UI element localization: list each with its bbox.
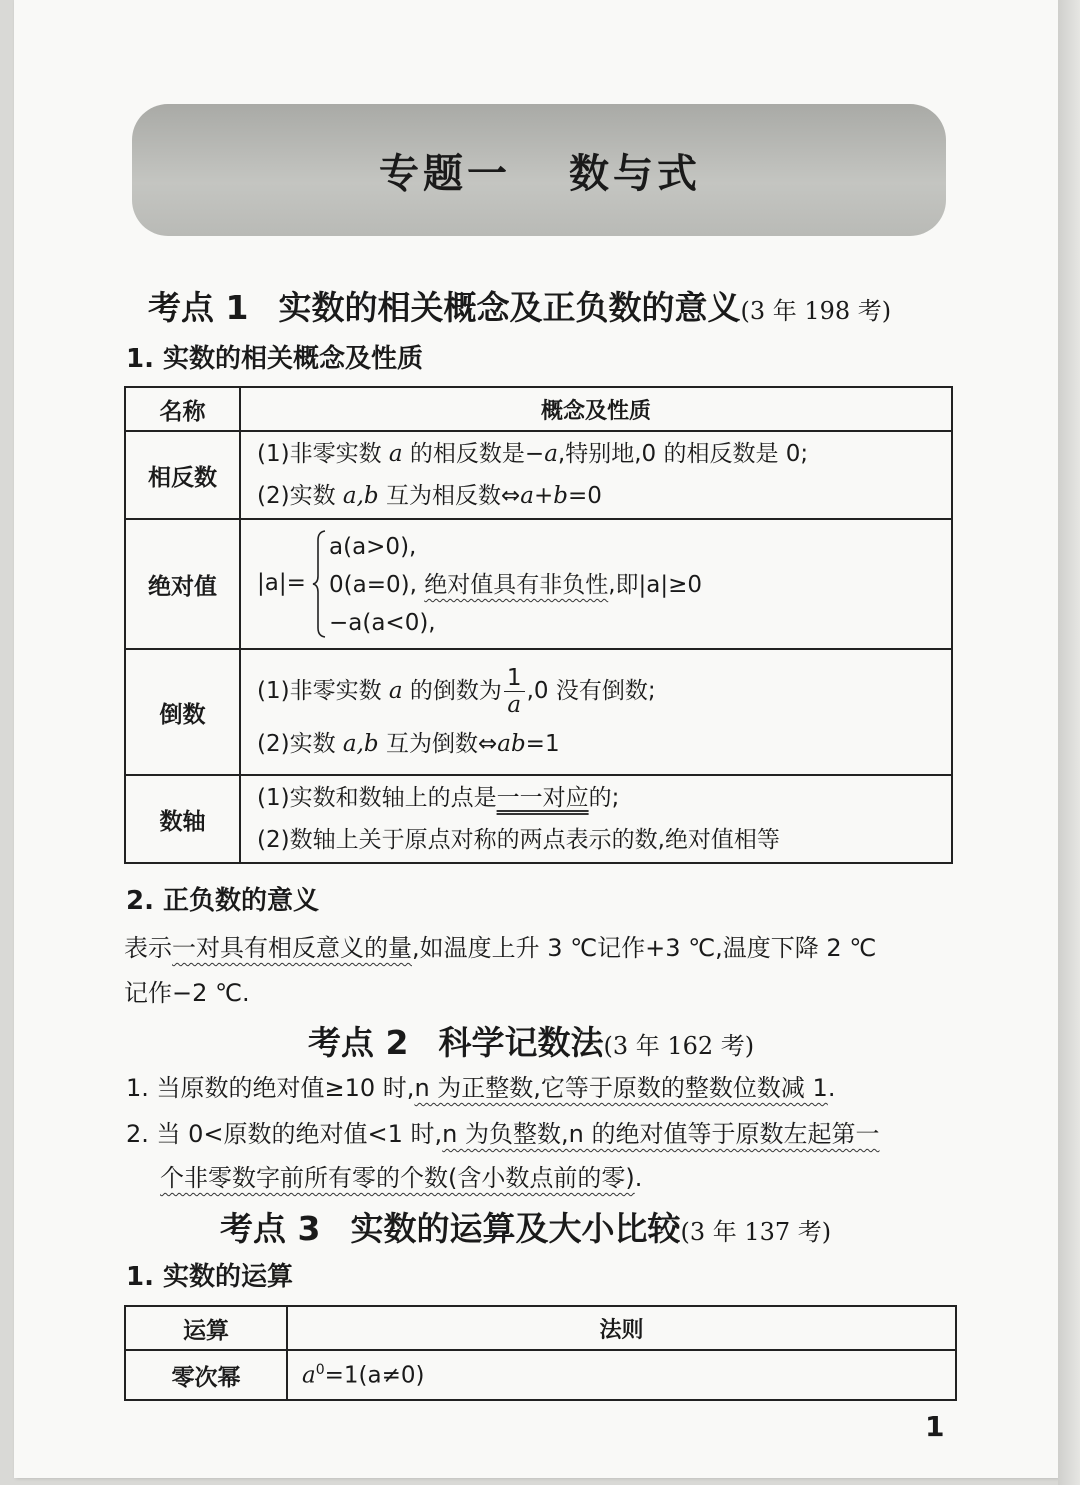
s1-heading: 1. 实数的相关概念及性质 bbox=[126, 344, 424, 374]
kd1-count: (3 年 198 考) bbox=[740, 297, 892, 325]
table-row bbox=[125, 431, 952, 519]
s3-heading: 1. 实数的运算 bbox=[126, 1262, 294, 1292]
kd2-item-2-cont: 个非零数字前所有零的个数(含小数点前的零). bbox=[160, 1164, 643, 1192]
row-name-opposite: 相反数 bbox=[125, 431, 240, 519]
case-negative: −a(a<0), bbox=[329, 610, 436, 636]
table-row bbox=[125, 649, 952, 775]
kd1-title bbox=[148, 282, 891, 329]
row-body-absolute bbox=[240, 519, 952, 649]
header-body: 概念及性质 bbox=[240, 387, 952, 431]
kd2-item-2: 2. 当 0<原数的绝对值<1 时,n 为负整数,n 的绝对值等于原数左起第一 bbox=[126, 1120, 880, 1148]
row-name-zero-power: 零次幂 bbox=[125, 1350, 287, 1400]
row-body-zero-power: $a^0=1(a\ne 0)$ bbox=[287, 1350, 956, 1400]
header-name: 名称 bbox=[125, 387, 240, 431]
table-row bbox=[125, 1350, 956, 1400]
page-edge bbox=[1058, 0, 1080, 1485]
row-body-opposite bbox=[240, 431, 952, 519]
header-rule: 法则 bbox=[287, 1306, 956, 1350]
page-number: 1 bbox=[925, 1410, 945, 1443]
table-header-row bbox=[125, 1306, 956, 1350]
nonneg-note: 绝对值具有非负性 bbox=[424, 572, 609, 598]
row-body-numberline bbox=[240, 775, 952, 863]
s2-heading: 2. 正负数的意义 bbox=[126, 886, 320, 916]
concept-table bbox=[124, 386, 953, 864]
kd3-title: 考点 3 实数的运算及大小比较(3 年 137 考) bbox=[220, 1209, 832, 1248]
table-header-row bbox=[125, 387, 952, 431]
numberline-line-1: (1)实数和数轴上的点是一一对应的; bbox=[257, 785, 620, 811]
header-operation: 运算 bbox=[125, 1306, 287, 1350]
absolute-definition bbox=[257, 520, 951, 648]
left-brace-icon bbox=[312, 530, 326, 638]
chapter-number: 专题一 bbox=[379, 150, 512, 197]
case-zero-line: 0(a=0), 绝对值具有非负性,即|a|≥0 bbox=[329, 572, 703, 598]
row-body-reciprocal bbox=[240, 649, 952, 775]
kd1-text: 实数的相关概念及正负数的意义 bbox=[278, 288, 741, 327]
reciprocal-line-1: (1)非零实数 a 的倒数为 $\frac{1}{a}$ ,0 没有倒数; bbox=[257, 665, 656, 718]
s2-para-line-2: 记作−2 ℃. bbox=[124, 979, 250, 1007]
table-row bbox=[125, 519, 952, 649]
absolute-cases bbox=[329, 528, 702, 642]
opposite-line-2: (2)实数 a,b 互为相反数⇔a+b=0 bbox=[257, 483, 602, 509]
opposite-line-1: (1)非零实数 a 的相反数是−a,特别地,0 的相反数是 0; bbox=[257, 441, 809, 467]
row-name-reciprocal: 倒数 bbox=[125, 649, 240, 775]
kd2-item-1: 1. 当原数的绝对值≥10 时,n 为正整数,它等于原数的整数位数减 1. bbox=[126, 1074, 836, 1102]
numberline-line-2: (2)数轴上关于原点对称的两点表示的数,绝对值相等 bbox=[257, 827, 780, 853]
row-name-numberline: 数轴 bbox=[125, 775, 240, 863]
case-positive: a(a>0), bbox=[329, 534, 417, 560]
operation-table bbox=[124, 1305, 957, 1401]
table-row bbox=[125, 775, 952, 863]
s2-para-line-1: 表示一对具有相反意义的量,如温度上升 3 ℃记作+3 ℃,温度下降 2 ℃ bbox=[124, 934, 877, 962]
kd2-title: 考点 2 科学记数法(3 年 162 考) bbox=[308, 1023, 755, 1062]
reciprocal-line-2: (2)实数 a,b 互为倒数⇔ab=1 bbox=[257, 731, 560, 757]
chapter-name: 数与式 bbox=[568, 150, 701, 197]
fraction: $\frac{1}{a}$ bbox=[504, 665, 525, 718]
row-name-absolute: 绝对值 bbox=[125, 519, 240, 649]
chapter-title bbox=[0, 142, 1080, 199]
absolute-lhs: |a|= bbox=[257, 570, 306, 596]
kd1-label: 考点 1 bbox=[148, 288, 249, 327]
